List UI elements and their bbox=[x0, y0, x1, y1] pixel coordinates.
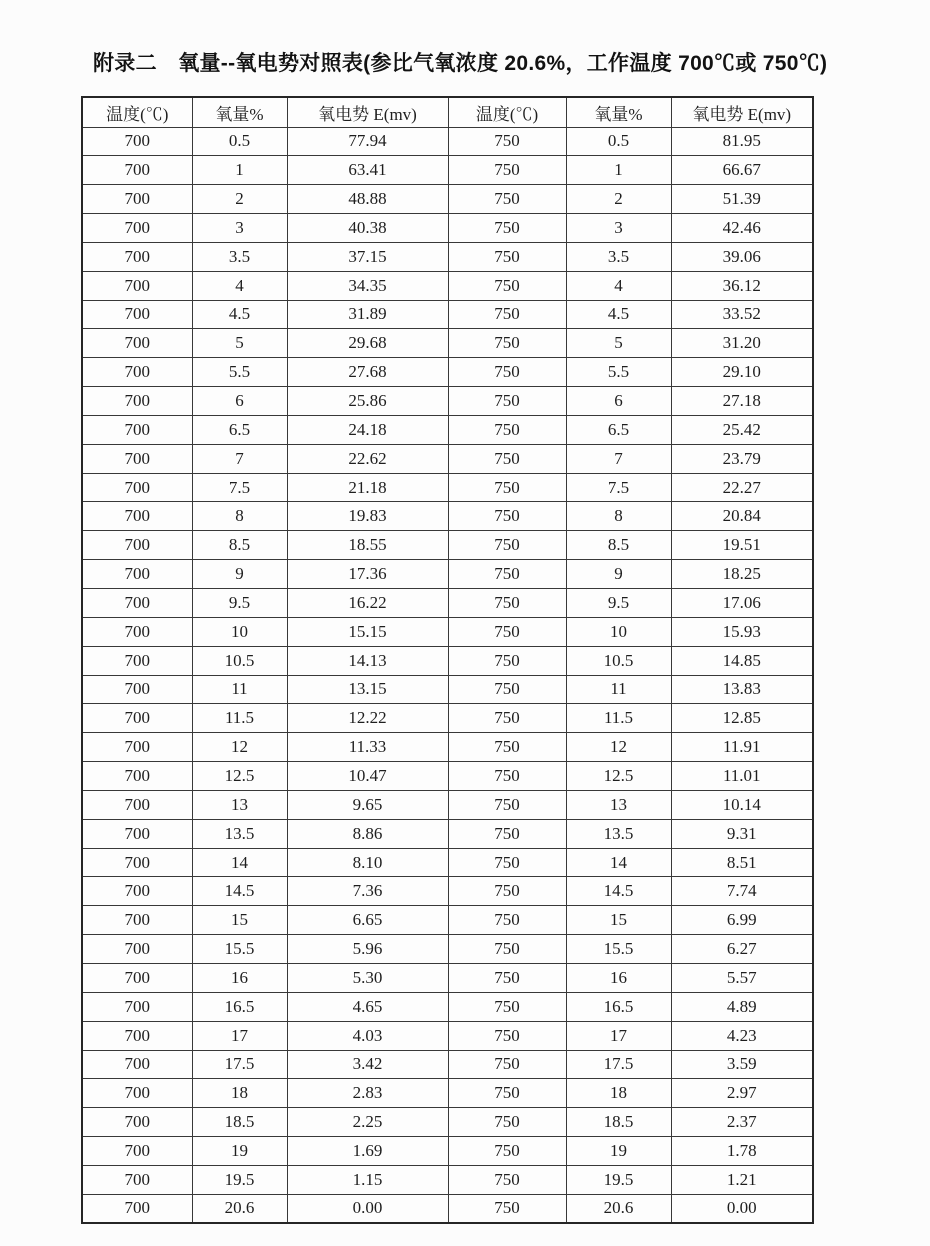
table-cell: 77.94 bbox=[287, 127, 448, 156]
table-cell: 19.5 bbox=[566, 1165, 671, 1194]
table-row bbox=[82, 185, 813, 214]
table-cell: 700 bbox=[82, 617, 192, 646]
table-cell: 10.5 bbox=[192, 646, 287, 675]
table-cell: 17 bbox=[192, 1021, 287, 1050]
table-cell: 4 bbox=[566, 271, 671, 300]
table-cell: 750 bbox=[448, 617, 566, 646]
table-cell: 750 bbox=[448, 531, 566, 560]
table-cell: 700 bbox=[82, 906, 192, 935]
table-cell: 750 bbox=[448, 1079, 566, 1108]
table-cell: 700 bbox=[82, 531, 192, 560]
table-cell: 8.5 bbox=[566, 531, 671, 560]
table-cell: 10 bbox=[192, 617, 287, 646]
table-cell: 700 bbox=[82, 848, 192, 877]
table-cell: 700 bbox=[82, 1194, 192, 1223]
table-cell: 11.5 bbox=[566, 704, 671, 733]
table-cell: 700 bbox=[82, 300, 192, 329]
table-header-row bbox=[82, 97, 813, 127]
table-cell: 20.6 bbox=[566, 1194, 671, 1223]
header-cell: 氧电势 E(mv) bbox=[671, 97, 813, 127]
table-cell: 4.23 bbox=[671, 1021, 813, 1050]
table-cell: 750 bbox=[448, 156, 566, 185]
table-cell: 700 bbox=[82, 675, 192, 704]
table-cell: 37.15 bbox=[287, 242, 448, 271]
table-cell: 9.31 bbox=[671, 819, 813, 848]
table-row bbox=[82, 646, 813, 675]
table-cell: 24.18 bbox=[287, 415, 448, 444]
table-cell: 25.42 bbox=[671, 415, 813, 444]
table-cell: 9.5 bbox=[192, 589, 287, 618]
table-cell: 750 bbox=[448, 214, 566, 243]
table-cell: 0.5 bbox=[192, 127, 287, 156]
header-cell: 氧量% bbox=[566, 97, 671, 127]
table-cell: 750 bbox=[448, 848, 566, 877]
table-cell: 700 bbox=[82, 1050, 192, 1079]
table-row bbox=[82, 733, 813, 762]
table-cell: 23.79 bbox=[671, 444, 813, 473]
table-cell: 20.84 bbox=[671, 502, 813, 531]
table-cell: 700 bbox=[82, 214, 192, 243]
table-cell: 750 bbox=[448, 127, 566, 156]
table-cell: 63.41 bbox=[287, 156, 448, 185]
table-row bbox=[82, 877, 813, 906]
table-cell: 17.06 bbox=[671, 589, 813, 618]
table-cell: 5 bbox=[192, 329, 287, 358]
table-cell: 750 bbox=[448, 271, 566, 300]
table-row bbox=[82, 560, 813, 589]
table-cell: 750 bbox=[448, 1137, 566, 1166]
table-cell: 2.83 bbox=[287, 1079, 448, 1108]
header-cell: 氧量% bbox=[192, 97, 287, 127]
table-cell: 7.5 bbox=[192, 473, 287, 502]
table-cell: 750 bbox=[448, 502, 566, 531]
table-cell: 17 bbox=[566, 1021, 671, 1050]
table-cell: 40.38 bbox=[287, 214, 448, 243]
table-cell: 750 bbox=[448, 300, 566, 329]
table-cell: 3.5 bbox=[566, 242, 671, 271]
table-cell: 66.67 bbox=[671, 156, 813, 185]
table-cell: 6 bbox=[566, 387, 671, 416]
table-cell: 700 bbox=[82, 1021, 192, 1050]
table-cell: 0.5 bbox=[566, 127, 671, 156]
table-cell: 750 bbox=[448, 185, 566, 214]
table-cell: 750 bbox=[448, 329, 566, 358]
table-cell: 5 bbox=[566, 329, 671, 358]
table-cell: 750 bbox=[448, 1108, 566, 1137]
table-cell: 3 bbox=[566, 214, 671, 243]
table-cell: 14 bbox=[566, 848, 671, 877]
table-cell: 750 bbox=[448, 415, 566, 444]
table-cell: 8.51 bbox=[671, 848, 813, 877]
table-cell: 6.65 bbox=[287, 906, 448, 935]
table-cell: 700 bbox=[82, 589, 192, 618]
table-cell: 4.5 bbox=[566, 300, 671, 329]
table-cell: 14 bbox=[192, 848, 287, 877]
table-cell: 15.93 bbox=[671, 617, 813, 646]
table-cell: 19 bbox=[566, 1137, 671, 1166]
table-cell: 1.78 bbox=[671, 1137, 813, 1166]
table-cell: 11.91 bbox=[671, 733, 813, 762]
table-cell: 700 bbox=[82, 473, 192, 502]
table-cell: 18 bbox=[192, 1079, 287, 1108]
table-row bbox=[82, 963, 813, 992]
table-cell: 29.68 bbox=[287, 329, 448, 358]
table-cell: 15.5 bbox=[566, 935, 671, 964]
table-cell: 4.5 bbox=[192, 300, 287, 329]
table-cell: 700 bbox=[82, 819, 192, 848]
table-cell: 9.5 bbox=[566, 589, 671, 618]
table-cell: 21.18 bbox=[287, 473, 448, 502]
table-cell: 18.25 bbox=[671, 560, 813, 589]
table-cell: 25.86 bbox=[287, 387, 448, 416]
table-row bbox=[82, 1079, 813, 1108]
table-cell: 5.5 bbox=[566, 358, 671, 387]
table-cell: 14.85 bbox=[671, 646, 813, 675]
table-cell: 11 bbox=[566, 675, 671, 704]
table-cell: 700 bbox=[82, 156, 192, 185]
table-cell: 12.5 bbox=[192, 762, 287, 791]
table-cell: 17.5 bbox=[566, 1050, 671, 1079]
table-row bbox=[82, 1194, 813, 1223]
table-cell: 13 bbox=[192, 790, 287, 819]
table-cell: 750 bbox=[448, 704, 566, 733]
table-cell: 750 bbox=[448, 1194, 566, 1223]
table-cell: 81.95 bbox=[671, 127, 813, 156]
page-title: 附录二 氧量--氧电势对照表(参比气氧浓度 20.6%，工作温度 700℃或 750℃) bbox=[93, 52, 828, 75]
table-cell: 8 bbox=[192, 502, 287, 531]
table-cell: 750 bbox=[448, 358, 566, 387]
table-row bbox=[82, 214, 813, 243]
table-cell: 700 bbox=[82, 963, 192, 992]
table-cell: 700 bbox=[82, 790, 192, 819]
table-cell: 17.5 bbox=[192, 1050, 287, 1079]
table-row bbox=[82, 1050, 813, 1079]
table-cell: 700 bbox=[82, 704, 192, 733]
table-cell: 19.83 bbox=[287, 502, 448, 531]
table-cell: 700 bbox=[82, 415, 192, 444]
table-row bbox=[82, 819, 813, 848]
table-cell: 700 bbox=[82, 444, 192, 473]
table-cell: 7.36 bbox=[287, 877, 448, 906]
table-cell: 750 bbox=[448, 790, 566, 819]
table-cell: 39.06 bbox=[671, 242, 813, 271]
table-cell: 15.15 bbox=[287, 617, 448, 646]
table-cell: 16.22 bbox=[287, 589, 448, 618]
table-cell: 1 bbox=[566, 156, 671, 185]
table-cell: 750 bbox=[448, 963, 566, 992]
table-cell: 700 bbox=[82, 935, 192, 964]
table-cell: 700 bbox=[82, 185, 192, 214]
table-cell: 4.03 bbox=[287, 1021, 448, 1050]
table-cell: 3 bbox=[192, 214, 287, 243]
table-row bbox=[82, 358, 813, 387]
table-row bbox=[82, 790, 813, 819]
table-cell: 20.6 bbox=[192, 1194, 287, 1223]
table-cell: 22.62 bbox=[287, 444, 448, 473]
table-row bbox=[82, 329, 813, 358]
table-cell: 750 bbox=[448, 762, 566, 791]
table-cell: 1.69 bbox=[287, 1137, 448, 1166]
table-cell: 27.68 bbox=[287, 358, 448, 387]
table-cell: 10.5 bbox=[566, 646, 671, 675]
table-row bbox=[82, 992, 813, 1021]
table-cell: 15 bbox=[192, 906, 287, 935]
table-cell: 9 bbox=[566, 560, 671, 589]
table-cell: 18 bbox=[566, 1079, 671, 1108]
table-cell: 2.37 bbox=[671, 1108, 813, 1137]
table-cell: 750 bbox=[448, 819, 566, 848]
table-row bbox=[82, 1165, 813, 1194]
table-cell: 7 bbox=[566, 444, 671, 473]
table-cell: 700 bbox=[82, 762, 192, 791]
table-cell: 0.00 bbox=[671, 1194, 813, 1223]
table-cell: 10 bbox=[566, 617, 671, 646]
table-cell: 15.5 bbox=[192, 935, 287, 964]
table-cell: 18.55 bbox=[287, 531, 448, 560]
table-cell: 750 bbox=[448, 906, 566, 935]
table-cell: 14.5 bbox=[566, 877, 671, 906]
table-cell: 700 bbox=[82, 1108, 192, 1137]
table-cell: 36.12 bbox=[671, 271, 813, 300]
table-cell: 750 bbox=[448, 1050, 566, 1079]
table-cell: 11 bbox=[192, 675, 287, 704]
table-cell: 6.99 bbox=[671, 906, 813, 935]
table-cell: 22.27 bbox=[671, 473, 813, 502]
table-cell: 2 bbox=[566, 185, 671, 214]
table-cell: 19.51 bbox=[671, 531, 813, 560]
table-cell: 0.00 bbox=[287, 1194, 448, 1223]
table-row bbox=[82, 502, 813, 531]
table-row bbox=[82, 1137, 813, 1166]
table-cell: 700 bbox=[82, 646, 192, 675]
table-cell: 13.83 bbox=[671, 675, 813, 704]
table-cell: 19 bbox=[192, 1137, 287, 1166]
table-cell: 2 bbox=[192, 185, 287, 214]
table-cell: 34.35 bbox=[287, 271, 448, 300]
table-cell: 18.5 bbox=[566, 1108, 671, 1137]
header-cell: 温度(℃) bbox=[448, 97, 566, 127]
table-row bbox=[82, 127, 813, 156]
table-cell: 750 bbox=[448, 935, 566, 964]
table-cell: 4.89 bbox=[671, 992, 813, 1021]
table-cell: 42.46 bbox=[671, 214, 813, 243]
table-cell: 750 bbox=[448, 473, 566, 502]
table-cell: 16 bbox=[192, 963, 287, 992]
table-cell: 750 bbox=[448, 877, 566, 906]
table-cell: 29.10 bbox=[671, 358, 813, 387]
table-cell: 700 bbox=[82, 1137, 192, 1166]
table-cell: 13 bbox=[566, 790, 671, 819]
header-cell: 温度(℃) bbox=[82, 97, 192, 127]
table-cell: 16.5 bbox=[192, 992, 287, 1021]
table-cell: 700 bbox=[82, 560, 192, 589]
table-cell: 750 bbox=[448, 675, 566, 704]
table-cell: 700 bbox=[82, 387, 192, 416]
table-row bbox=[82, 589, 813, 618]
table-row bbox=[82, 906, 813, 935]
table-cell: 16.5 bbox=[566, 992, 671, 1021]
table-row bbox=[82, 473, 813, 502]
table-cell: 12 bbox=[566, 733, 671, 762]
table-cell: 1.15 bbox=[287, 1165, 448, 1194]
table-cell: 9.65 bbox=[287, 790, 448, 819]
table-row bbox=[82, 762, 813, 791]
table-cell: 750 bbox=[448, 444, 566, 473]
table-cell: 6.27 bbox=[671, 935, 813, 964]
table-cell: 700 bbox=[82, 1079, 192, 1108]
table-cell: 700 bbox=[82, 1165, 192, 1194]
table-cell: 14.5 bbox=[192, 877, 287, 906]
table-cell: 13.5 bbox=[192, 819, 287, 848]
table-cell: 5.30 bbox=[287, 963, 448, 992]
table-cell: 31.20 bbox=[671, 329, 813, 358]
oxygen-potential-table bbox=[81, 96, 814, 1224]
table-cell: 12 bbox=[192, 733, 287, 762]
table-cell: 7.5 bbox=[566, 473, 671, 502]
table-cell: 750 bbox=[448, 589, 566, 618]
table-cell: 4.65 bbox=[287, 992, 448, 1021]
table-cell: 700 bbox=[82, 733, 192, 762]
table-cell: 27.18 bbox=[671, 387, 813, 416]
table-cell: 700 bbox=[82, 877, 192, 906]
table-cell: 12.22 bbox=[287, 704, 448, 733]
table-cell: 10.14 bbox=[671, 790, 813, 819]
table-cell: 48.88 bbox=[287, 185, 448, 214]
table-cell: 31.89 bbox=[287, 300, 448, 329]
table-cell: 3.5 bbox=[192, 242, 287, 271]
table-cell: 750 bbox=[448, 1165, 566, 1194]
table-cell: 700 bbox=[82, 992, 192, 1021]
table-cell: 12.5 bbox=[566, 762, 671, 791]
table-cell: 5.57 bbox=[671, 963, 813, 992]
table-cell: 8.5 bbox=[192, 531, 287, 560]
table-row bbox=[82, 444, 813, 473]
table-row bbox=[82, 935, 813, 964]
table-row bbox=[82, 415, 813, 444]
table-row bbox=[82, 387, 813, 416]
table-body bbox=[82, 127, 813, 1223]
table-cell: 750 bbox=[448, 560, 566, 589]
table-cell: 3.59 bbox=[671, 1050, 813, 1079]
table-cell: 4 bbox=[192, 271, 287, 300]
table-cell: 17.36 bbox=[287, 560, 448, 589]
table-cell: 2.25 bbox=[287, 1108, 448, 1137]
table-row bbox=[82, 704, 813, 733]
table-row bbox=[82, 300, 813, 329]
table-cell: 700 bbox=[82, 358, 192, 387]
table-cell: 700 bbox=[82, 502, 192, 531]
table-cell: 7.74 bbox=[671, 877, 813, 906]
table-cell: 12.85 bbox=[671, 704, 813, 733]
table-cell: 11.5 bbox=[192, 704, 287, 733]
table-row bbox=[82, 156, 813, 185]
table-cell: 700 bbox=[82, 329, 192, 358]
table-cell: 3.42 bbox=[287, 1050, 448, 1079]
table-cell: 6.5 bbox=[566, 415, 671, 444]
table-cell: 750 bbox=[448, 646, 566, 675]
table-row bbox=[82, 617, 813, 646]
table-cell: 7 bbox=[192, 444, 287, 473]
table-cell: 6 bbox=[192, 387, 287, 416]
table-cell: 1.21 bbox=[671, 1165, 813, 1194]
table-cell: 5.96 bbox=[287, 935, 448, 964]
table-cell: 750 bbox=[448, 387, 566, 416]
table-cell: 5.5 bbox=[192, 358, 287, 387]
table-cell: 51.39 bbox=[671, 185, 813, 214]
table-cell: 15 bbox=[566, 906, 671, 935]
table-cell: 19.5 bbox=[192, 1165, 287, 1194]
table-cell: 8.10 bbox=[287, 848, 448, 877]
table-cell: 13.15 bbox=[287, 675, 448, 704]
table-row bbox=[82, 271, 813, 300]
table-cell: 14.13 bbox=[287, 646, 448, 675]
table-cell: 750 bbox=[448, 1021, 566, 1050]
table-cell: 750 bbox=[448, 733, 566, 762]
table-cell: 9 bbox=[192, 560, 287, 589]
table-row bbox=[82, 848, 813, 877]
table-cell: 8.86 bbox=[287, 819, 448, 848]
table-cell: 11.33 bbox=[287, 733, 448, 762]
table-cell: 33.52 bbox=[671, 300, 813, 329]
table-cell: 13.5 bbox=[566, 819, 671, 848]
header-cell: 氧电势 E(mv) bbox=[287, 97, 448, 127]
table-row bbox=[82, 531, 813, 560]
table-row bbox=[82, 675, 813, 704]
table-row bbox=[82, 1108, 813, 1137]
table-cell: 700 bbox=[82, 127, 192, 156]
table-cell: 750 bbox=[448, 242, 566, 271]
table-cell: 2.97 bbox=[671, 1079, 813, 1108]
table-cell: 11.01 bbox=[671, 762, 813, 791]
table-cell: 10.47 bbox=[287, 762, 448, 791]
table-row bbox=[82, 242, 813, 271]
table-row bbox=[82, 1021, 813, 1050]
table-cell: 1 bbox=[192, 156, 287, 185]
table-cell: 700 bbox=[82, 271, 192, 300]
table-cell: 700 bbox=[82, 242, 192, 271]
table-cell: 750 bbox=[448, 992, 566, 1021]
table-cell: 18.5 bbox=[192, 1108, 287, 1137]
table-cell: 8 bbox=[566, 502, 671, 531]
table-cell: 6.5 bbox=[192, 415, 287, 444]
table-cell: 16 bbox=[566, 963, 671, 992]
